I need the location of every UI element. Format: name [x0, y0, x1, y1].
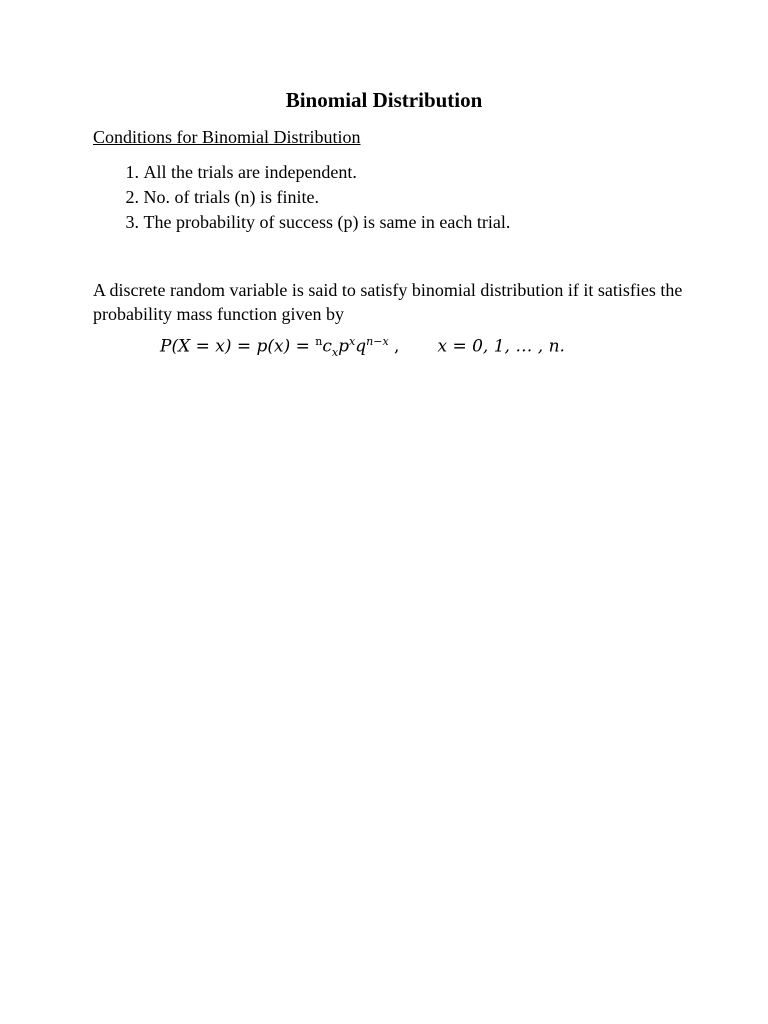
list-item — [93, 185, 510, 210]
list-item-text: No. of trials (n) is finite. — [143, 187, 319, 207]
page-title: Binomial Distribution — [285, 88, 483, 112]
formula-n-superscript: n — [315, 335, 323, 348]
list-item — [93, 160, 510, 185]
list-item-text: The probability of success (p) is same in each trial. — [143, 212, 511, 232]
list-item-number: 1. — [125, 162, 139, 182]
formula-lhs: P(X = x) = p(x) = — [160, 336, 316, 357]
formula-q: q — [355, 336, 367, 357]
conditions-heading: Conditions for Binomial Distribution — [93, 127, 361, 147]
pmf-formula — [160, 335, 565, 359]
formula-p: p — [338, 336, 350, 357]
formula-range: x = 0, 1, … , n. — [437, 336, 565, 357]
list-item — [93, 210, 510, 235]
list-item-number: 2. — [125, 187, 139, 207]
formula-comma: , — [388, 336, 400, 357]
list-item-number: 3. — [125, 212, 139, 232]
formula-p-exponent: x — [349, 335, 356, 348]
formula-c: c — [322, 336, 332, 357]
formula-x-subscript: x — [331, 346, 339, 360]
conditions-list — [93, 160, 510, 235]
list-item-text: All the trials are independent. — [143, 162, 357, 182]
formula-q-exponent: n−x — [366, 335, 389, 348]
definition-paragraph: A discrete random variable is said to satisfy binomial distribution if it satisfies the probability mass function given by — [93, 280, 683, 324]
